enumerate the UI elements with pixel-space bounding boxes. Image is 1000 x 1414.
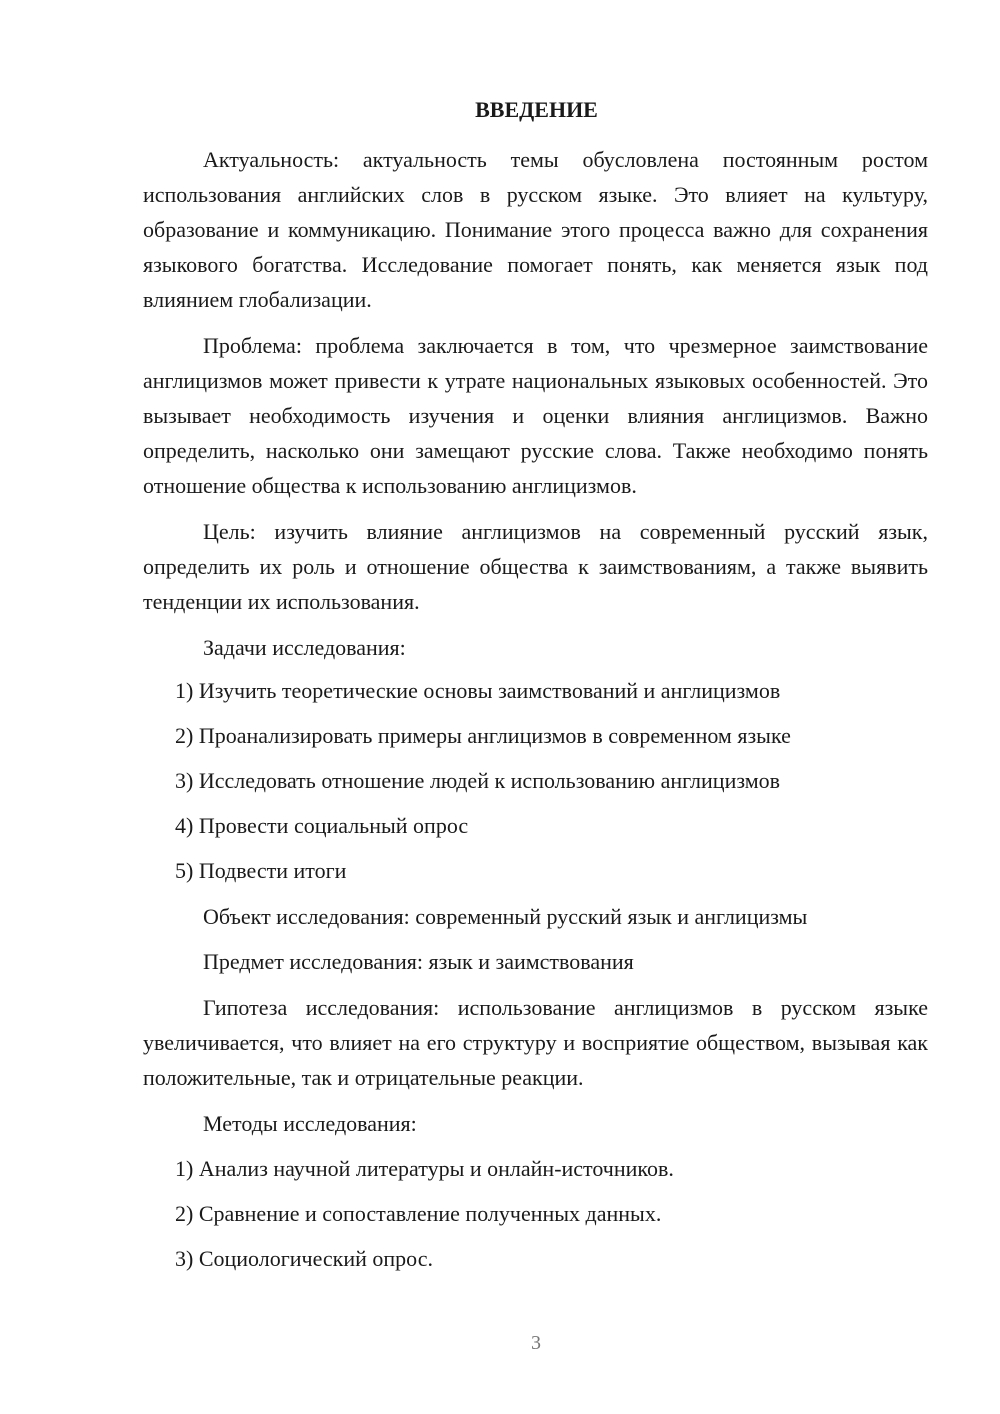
method-item: 2) Сравнение и сопоставление полученных данных.	[175, 1201, 662, 1226]
task-item: 2) Проанализировать примеры англицизмов в современном языке	[175, 723, 791, 748]
page-number: 3	[531, 1332, 541, 1354]
methods-heading: Методы исследования:	[203, 1111, 417, 1136]
relevance-paragraph: Актуальность: актуальность темы обусловлена постоянным ростом использования английских слов в русском языке. Это влияет на культуру, образование и коммуникацию. Понимание этого процесса важно для сохранения языкового богатства. Исследование помогает понять, как меняется язык под влиянием глобализации.	[143, 147, 928, 312]
tasks-heading: Задачи исследования:	[203, 635, 406, 660]
subject-paragraph: Предмет исследования: язык и заимствования	[203, 949, 634, 974]
task-item: 3) Исследовать отношение людей к использованию англицизмов	[175, 768, 781, 793]
section-title: ВВЕДЕНИЕ	[475, 97, 598, 122]
problem-paragraph: Проблема: проблема заключается в том, что чрезмерное заимствование англицизмов может привести к утрате национальных языковых особенностей. Это вызывает необходимость изучения и оценки влияния англицизмов. Важно определить, насколько они замещают русские слова. Также необходимо понять отношение общества к использованию англицизмов.	[143, 333, 928, 498]
hypothesis-paragraph: Гипотеза исследования: использование англицизмов в русском языке увеличивается, что влияет на его структуру и восприятие обществом, вызывая как положительные, так и отрицательные реакции.	[143, 995, 928, 1090]
task-item: 4) Провести социальный опрос	[175, 813, 469, 838]
method-item: 3) Социологический опрос.	[175, 1246, 433, 1271]
method-item: 1) Анализ научной литературы и онлайн-источников.	[175, 1156, 674, 1181]
task-item: 1) Изучить теоретические основы заимствований и англицизмов	[175, 678, 781, 703]
task-item: 5) Подвести итоги	[175, 858, 347, 883]
object-paragraph: Объект исследования: современный русский язык и англицизмы	[203, 904, 808, 929]
document-page	[143, 92, 928, 1276]
goal-paragraph: Цель: изучить влияние англицизмов на современный русский язык, определить их роль и отношение общества к заимствованиям, а также выявить тенденции их использования.	[143, 519, 928, 614]
